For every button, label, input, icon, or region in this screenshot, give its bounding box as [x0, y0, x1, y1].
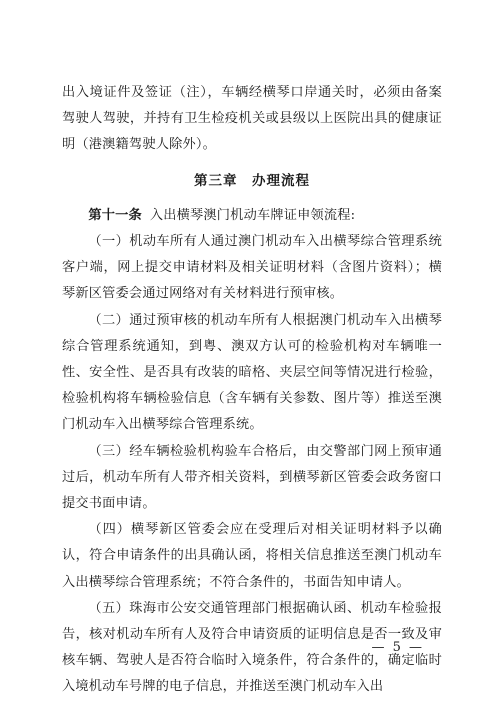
chapter-title: 第三章 办理流程 [194, 172, 310, 189]
document-body [62, 80, 442, 701]
step-3: （三）经车辆检验机构验车合格后，由交警部门网上预审通过后，机动车所有人带齐相关资料，到横琴新区管委会政务窗口提交书面申请。 [62, 443, 442, 512]
step-2: （二）通过预审核的机动车所有人根据澳门机动车入出横琴综合管理系统通知，到粤、澳双方认可的检验机构对车辆唯一性、安全性、是否具有改装的暗格、夹层空间等情况进行检验，检验机构将车辆检验信息（含车辆有关参数、图片等）推送至澳门机动车入出横琴综合管理系统。 [62, 312, 442, 433]
page-number: — 5 — [371, 640, 424, 655]
step-5: （五）珠海市公安交通管理部门根据确认函、机动车检验报告，核对机动车所有人及符合申请资质的证明信息是否一致及审核车辆、驾驶人是否符合临时入境条件，符合条件的，确定临时入境机动车号牌的电子信息，并推送至澳门机动车入出 [62, 600, 442, 695]
article-lead: 入出横琴澳门机动车牌证申领流程: [149, 207, 356, 223]
step-1: （一）机动车所有人通过澳门机动车入出横琴综合管理系统客户端，网上提交申请材料及相关证明材料（含图片资料）；横琴新区管委会通过网络对有关材料进行预审核。 [62, 234, 442, 302]
continued-paragraph: 出入境证件及签证（注），车辆经横琴口岸通关时，必须由备案驾驶人驾驶，并持有卫生检疫机关或县级以上医院出具的健康证明（港澳籍驾驶人除外）。 [62, 85, 442, 153]
article-number: 第十一条 [88, 207, 142, 223]
article-paragraph [62, 203, 442, 229]
step-4: （四）横琴新区管委会应在受理后对相关证明材料予以确认，符合申请条件的出具确认函，将相关信息推送至澳门机动车入出横琴综合管理系统；不符合条件的，书面告知申请人。 [62, 522, 442, 590]
